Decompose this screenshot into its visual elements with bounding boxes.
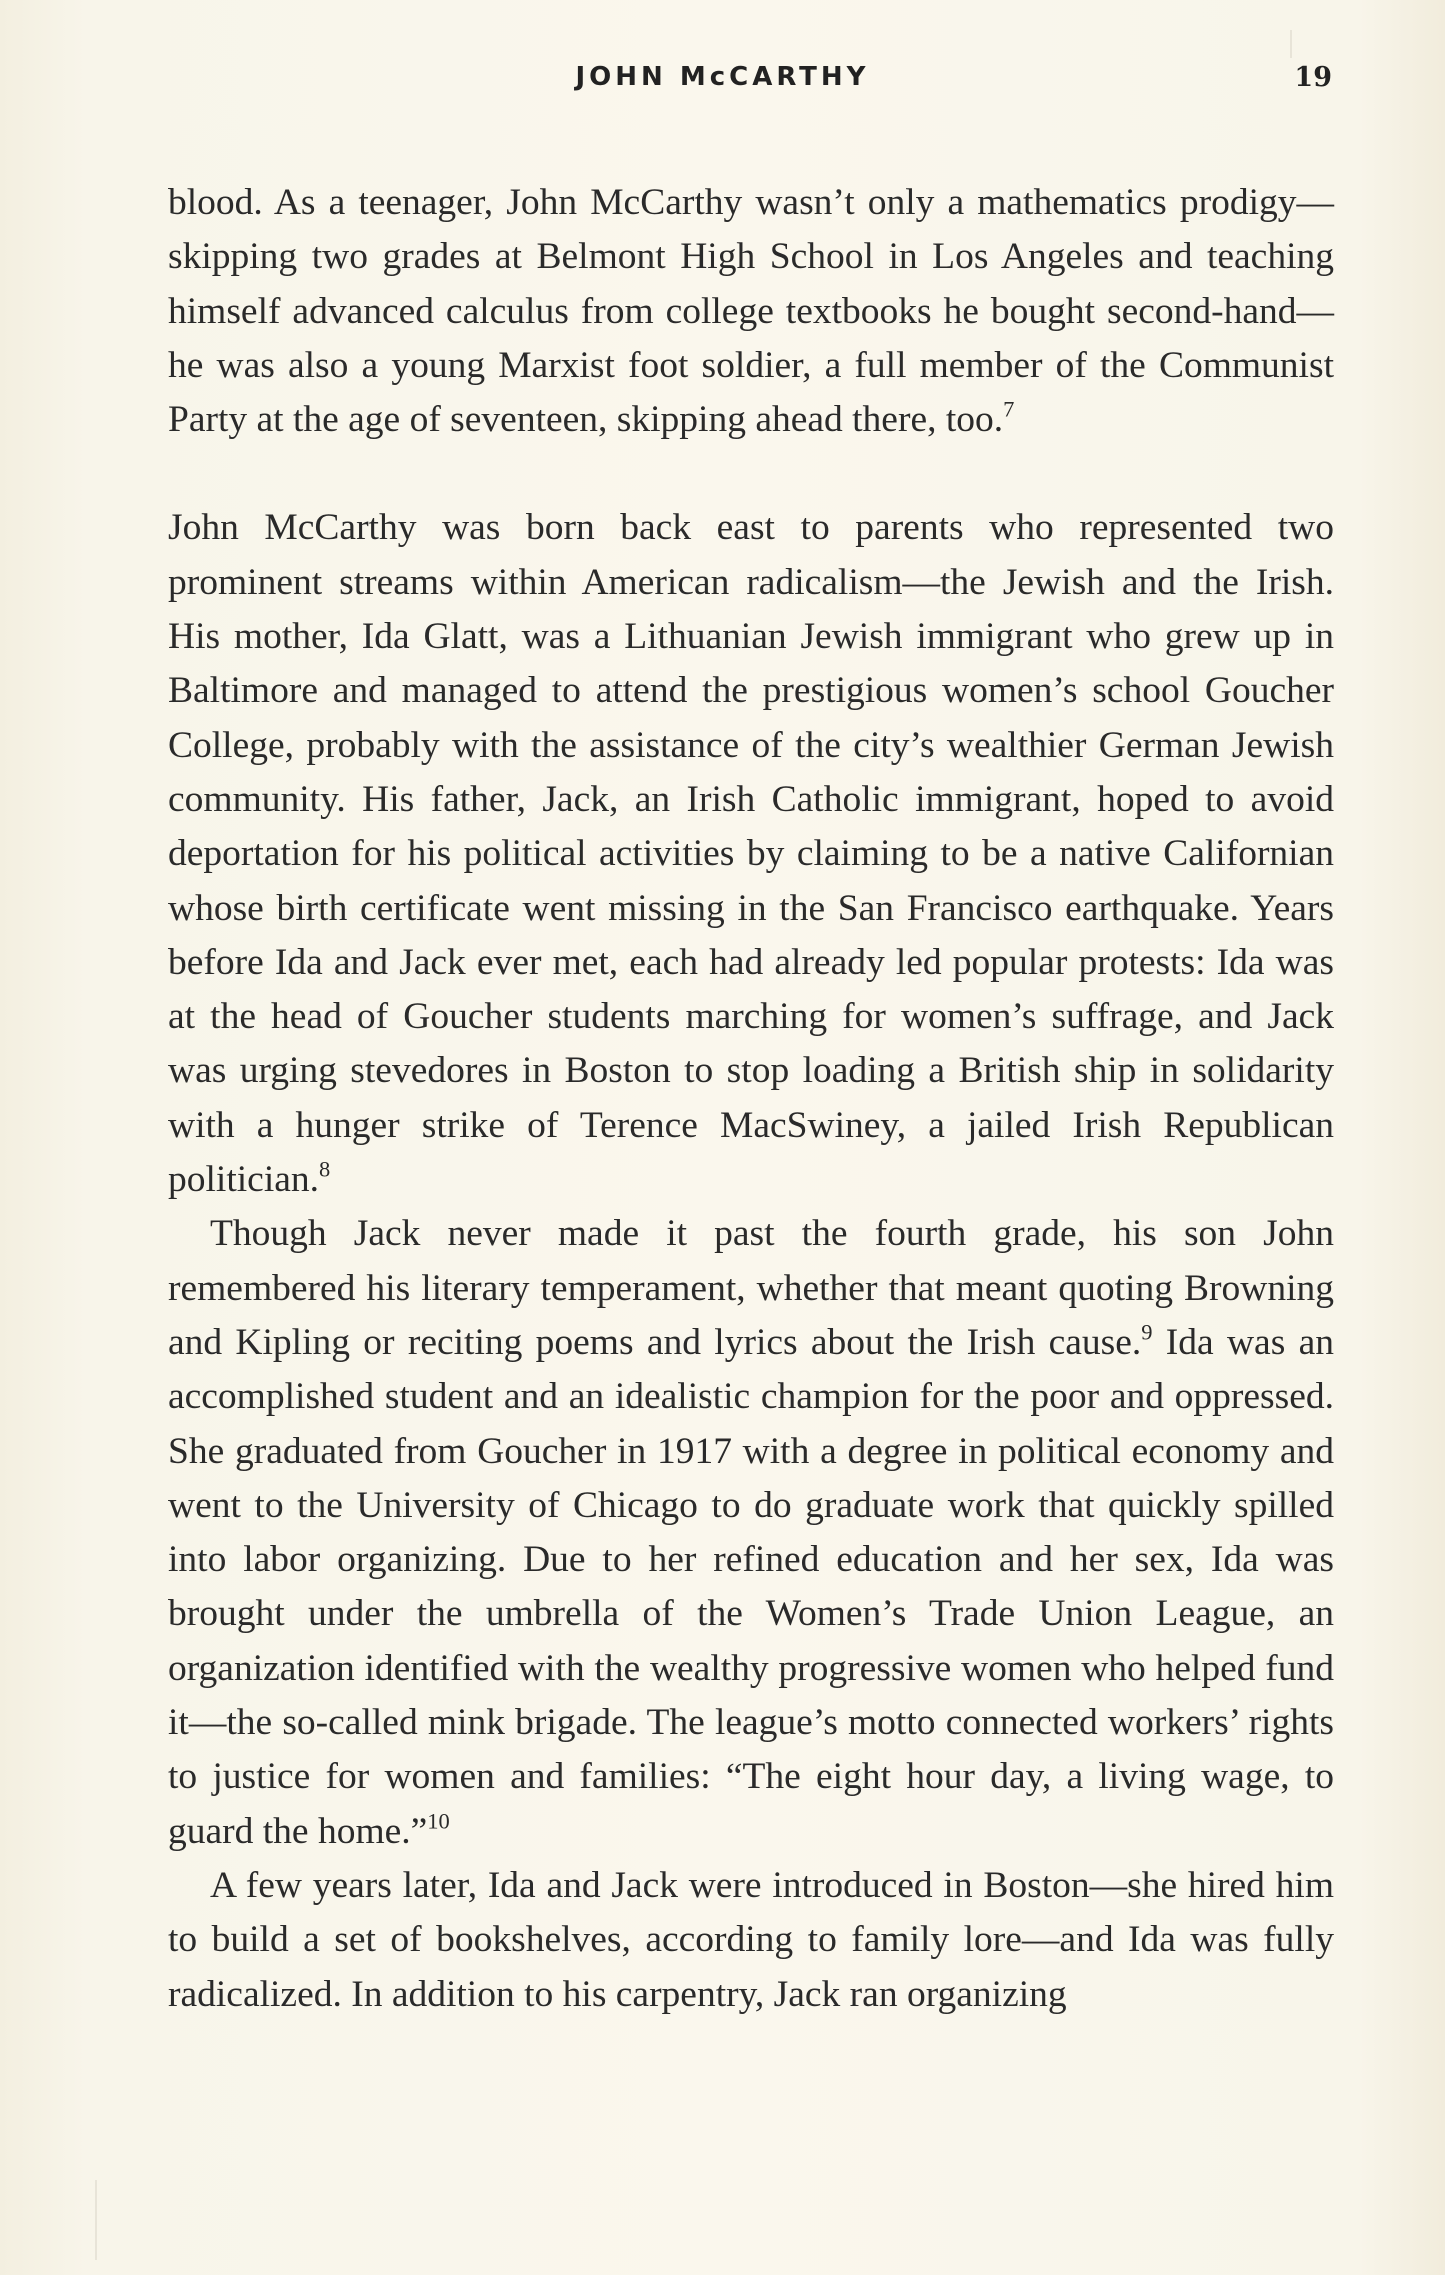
- running-head: JOHN McCARTHY: [575, 62, 870, 92]
- paragraph-2-text: John McCarthy was born back east to parents who represented two prominent streams within American radicalism—the Jewish and the Irish. His mother, Ida Glatt, was a Lithuanian Jewish immigrant who grew up in Baltimore and managed to attend the prestigious women’s school Goucher College, probably with the assistance of the city’s wealthier German Jewish community. His father, Jack, an Irish Catholic immigrant, hoped to avoid deportation for his political activities by claiming to be a native Californian whose birth certificate went missing in the San Francisco earthquake. Years before Ida and Jack ever met, each had already led popular protests: Ida was at the head of Goucher students marching for women’s suffrage, and Jack was urging stevedores in Boston to stop loading a British ship in solidarity with a hunger strike of Terence MacSwiney, a jailed Irish Republican politician.: [168, 507, 1334, 1201]
- paragraph-1: [168, 176, 1334, 447]
- paragraph-3-text-b: Ida was an accomplished student and an idealistic champion for the poor and oppressed. She graduated from Goucher in 1917 with a degree in political economy and went to the University of Chicago to do graduate work that quickly spilled into labor organizing. Due to her refined education and her sex, Ida was brought under the umbrella of the Women’s Trade Union League, an organization identified with the wealthy progressive women who helped fund it—the so-called mink brigade. The league’s motto connected workers’ rights to justice for women and families: “The eight hour day, a living wage, to guard the home.”: [168, 1321, 1334, 1852]
- footnote-ref-10: 10: [427, 1807, 450, 1833]
- page-number: 19: [1294, 62, 1332, 93]
- footnote-ref-8: 8: [319, 1156, 331, 1182]
- paragraph-4-text: A few years later, Ida and Jack were introduced in Boston—she hired him to build a set of bookshelves, according to family lore—and Ida was fully radicalized. In addition to his carpentry, Jack ran organizing: [168, 1864, 1334, 2015]
- paragraph-3-text-a: Though Jack never made it past the fourth grade, his son John remembered his literary temperament, whether that meant quoting Browning and Kipling or reciting poems and lyrics about the Irish cause.: [168, 1213, 1334, 1363]
- paragraph-3: [168, 1207, 1334, 1859]
- paragraph-4: [168, 1859, 1334, 2022]
- footnote-ref-9: 9: [1141, 1319, 1153, 1345]
- scan-artifact: [95, 2180, 97, 2260]
- footnote-ref-7: 7: [1003, 396, 1015, 422]
- paragraph-2: [168, 501, 1334, 1207]
- body-text: [168, 176, 1334, 2022]
- scan-artifact: [1290, 30, 1292, 58]
- paragraph-1-text: blood. As a teenager, John McCarthy wasn’t only a mathematics prodigy—skipping two grades at Belmont High School in Los Angeles and teaching himself advanced calculus from college textbooks he bought second-hand—he was also a young Marxist foot soldier, a full member of the Communist Party at the age of seventeen, skipping ahead there, too.: [168, 182, 1334, 441]
